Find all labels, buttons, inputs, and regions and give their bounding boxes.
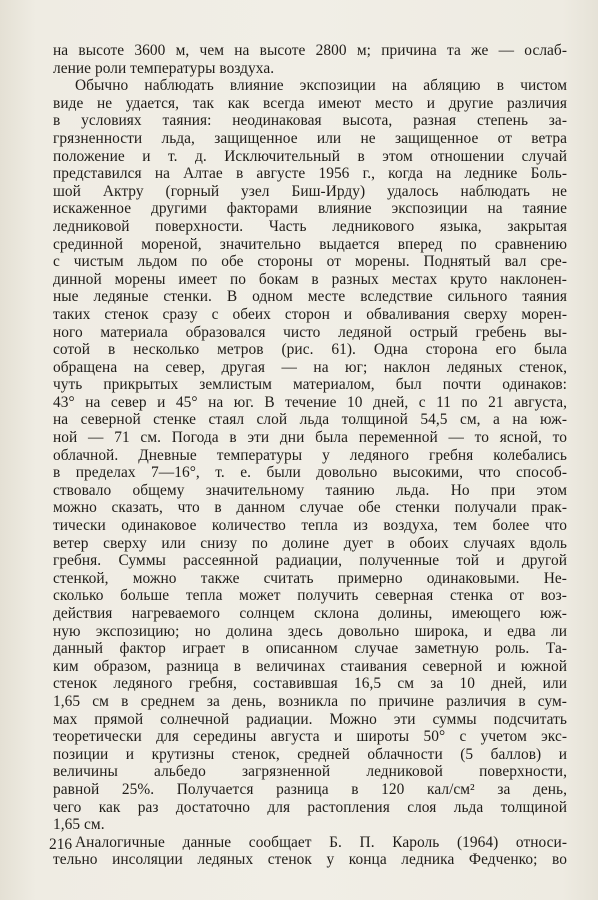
text-line: динной морены имеет по бокам в разных местах круто наклонен- bbox=[53, 270, 567, 288]
text-line: таких стенок сразу с обеих сторон и обваливания сверху морен- bbox=[53, 305, 567, 323]
text-line: тельно инсоляции ледяных стенок у конца ледника Федченко; во bbox=[53, 851, 567, 869]
text-line: облачной. Дневные температуры у ледяного гребня колебались bbox=[53, 446, 567, 464]
text-line: 43° на север и 45° на юг. В течение 10 дней, с 11 по 21 августа, bbox=[53, 393, 567, 411]
text-line: чего как раз достаточно для растопления слоя льда толщиной bbox=[53, 798, 567, 816]
body-text bbox=[53, 42, 567, 869]
text-line: обращена на север, другая — на юг; наклон ледяных стенок, bbox=[53, 358, 567, 376]
text-line: позиции и крутизны стенок, средней облачности (5 баллов) и bbox=[53, 745, 567, 763]
text-line: Аналогичные данные сообщает Б. П. Кароль (1964) относи- bbox=[75, 833, 567, 851]
text-line: ного материала образовался чисто ледяной острый гребень вы- bbox=[53, 323, 567, 341]
text-line: ветер сверху или снизу по долине дует в обоих случаях вдоль bbox=[53, 534, 567, 552]
text-line: ной — 71 см. Погода в эти дни была переменной — то ясной, то bbox=[53, 429, 567, 447]
text-line: можно сказать, что в данном случае обе стенки получали прак- bbox=[53, 499, 567, 517]
text-line: ные ледяные стенки. В одном месте вследствие сильного таяния bbox=[53, 288, 567, 306]
text-line: грязненности льда, защищенное или не защищенное от ветра bbox=[53, 129, 567, 147]
text-line: сотой в несколько метров (рис. 61). Одна сторона его была bbox=[53, 341, 567, 359]
text-line: с чистым льдом по обе стороны от морены. Поднятый вал сре- bbox=[53, 253, 567, 271]
paragraph-1 bbox=[53, 42, 567, 77]
text-line: действия нагреваемого солнцем склона долины, имеющего юж- bbox=[53, 605, 567, 622]
text-line: представился на Алтае в августе 1956 г., когда на леднике Боль- bbox=[53, 165, 567, 183]
text-line: мах прямой солнечной радиации. Можно эти суммы подсчитать bbox=[53, 710, 567, 728]
text-line: в пределах 7—16°, т. е. были довольно высокими, что способ- bbox=[53, 464, 567, 482]
text-line: ким образом, разница в величинах стаивания северной и южной bbox=[53, 657, 567, 675]
text-line: Обычно наблюдать влияние экспозиции на абляцию в чистом bbox=[75, 77, 567, 95]
paragraph-3 bbox=[53, 834, 567, 869]
text-line: положение и т. д. Исключительный в этом отношении случай bbox=[53, 147, 567, 165]
text-line: ледниковой поверхности. Часть ледникового языка, закрытая bbox=[53, 217, 567, 235]
text-line: величины альбедо загрязненной ледниковой поверхности, bbox=[53, 763, 567, 781]
text-line: стенкой, можно также считать примерно одинаковыми. Не- bbox=[53, 569, 567, 587]
text-line: чуть прикрытых землистым материалом, был почти одинаков: bbox=[53, 376, 567, 394]
paragraph-2 bbox=[53, 77, 567, 834]
page-number: 216 bbox=[49, 836, 73, 853]
text-line: стенок ледяного гребня, составившая 16,5 см за 10 дней, или bbox=[53, 675, 567, 693]
text-line: ную экспозицию; но долина здесь довольно широка, и едва ли bbox=[53, 622, 567, 640]
text-line: на северной стенке стаял слой льда толщиной 54,5 см, а на юж- bbox=[53, 411, 567, 429]
text-line: искаженное другими факторами влияние экспозиции на таяние bbox=[53, 200, 567, 218]
text-line: сколько больше тепла может получить северная стенка от воз- bbox=[53, 587, 567, 605]
text-line: виде не удается, так как всегда имеют место и другие различия bbox=[53, 94, 567, 112]
text-line: данный фактор играет в описанном случае заметную роль. Та- bbox=[53, 640, 567, 658]
text-line: 1,65 см в среднем за день, возникла по причине различия в сум- bbox=[53, 692, 567, 710]
text-line: равной 25%. Получается разница в 120 кал/см² за день, bbox=[53, 780, 567, 798]
text-line: 1,65 см. bbox=[53, 816, 105, 834]
text-line: ление роли температуры воздуха. bbox=[53, 59, 275, 77]
text-line: тически одинаковое количество тепла из воздуха, тем более что bbox=[53, 517, 567, 535]
text-line: на высоте 3600 м, чем на высоте 2800 м; причина та же — ослаб- bbox=[53, 42, 567, 59]
text-line: гребня. Суммы рассеянной радиации, полученные той и другой bbox=[53, 552, 567, 570]
text-line: шой Актру (горный узел Биш-Ирду) удалось наблюдать не bbox=[53, 182, 567, 200]
text-line: теоретически для середины августа и широты 50° с учетом экс- bbox=[53, 728, 567, 746]
text-line: ствовало общему значительному таянию льда. Но при этом bbox=[53, 481, 567, 499]
text-line: в условиях таяния: неодинаковая высота, разная степень за- bbox=[53, 112, 567, 130]
text-line: срединной мореной, значительно выдается вперед по сравнению bbox=[53, 235, 567, 253]
